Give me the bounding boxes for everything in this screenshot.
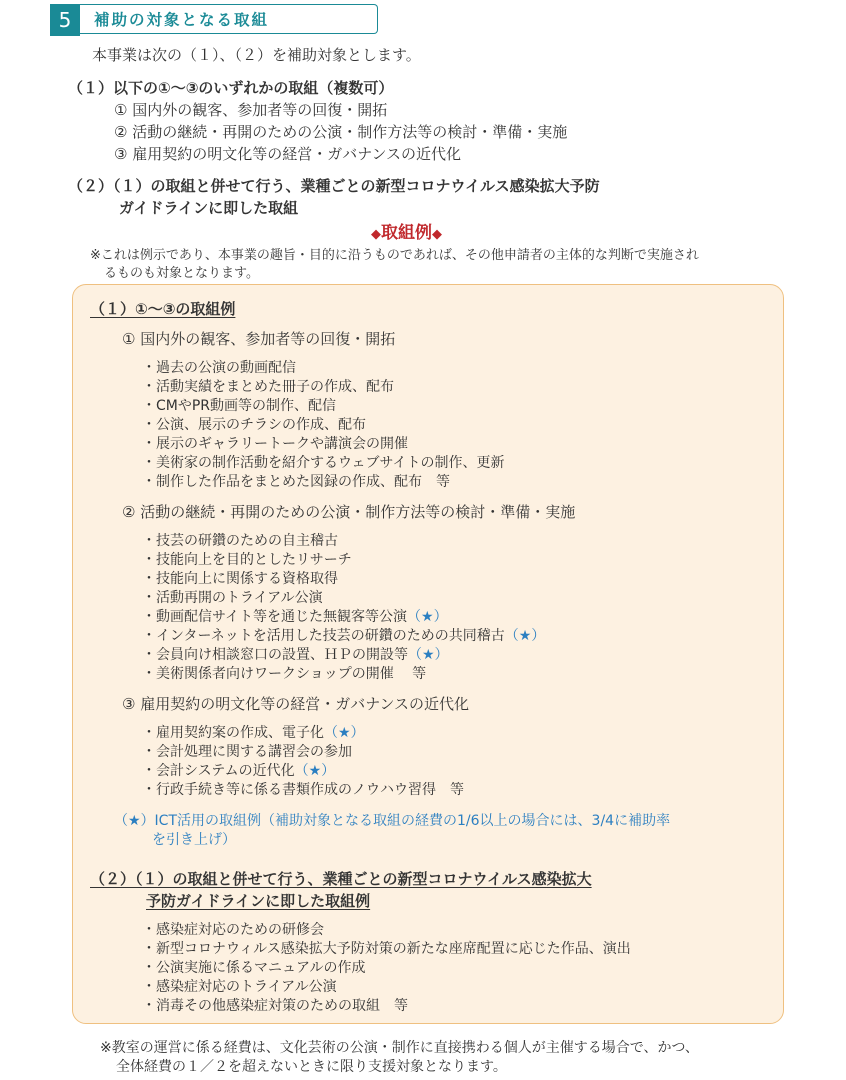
ict-note-line2: を引き上げ）: [152, 832, 236, 848]
disclaimer-line1: ※これは例示であり、本事業の趣旨・目的に沿うものであれば、その他申請者の主体的な判断で実施され: [90, 248, 699, 263]
examples-title: 取組例: [381, 223, 432, 243]
part1-item-2: ② 活動の継続・再開のための公演・制作方法等の検討・準備・実施: [114, 123, 568, 141]
list-item: ・美術家の制作活動を紹介するウェブサイトの制作、更新: [142, 455, 505, 471]
list-item: ・消毒その他感染症対策のための取組 等: [142, 998, 408, 1014]
list-item: ・インターネットを活用した技芸の研鑽のための共同稽古（★）: [142, 628, 546, 644]
part2-heading-line1: （２）（１）の取組と併せて行う、業種ごとの新型コロナウイルス感染拡大予防: [68, 177, 600, 195]
box-heading2-line1: （２）（１）の取組と併せて行う、業種ごとの新型コロナウイルス感染拡大: [90, 870, 592, 888]
list-item: ・制作した作品をまとめた図録の作成、配布 等: [142, 474, 450, 490]
list-item: ・技能向上を目的としたリサーチ: [142, 552, 352, 568]
list-item: ・雇用契約案の作成、電子化（★）: [142, 725, 365, 741]
list-item: ・過去の公演の動画配信: [142, 360, 296, 376]
examples-title-row: [371, 218, 442, 243]
list-item: ・新型コロナウィルス感染拡大予防対策の新たな座席配置に応じた作品、演出: [142, 941, 631, 957]
list-item: ・感染症対応のトライアル公演: [142, 979, 337, 995]
intro-text: 本事業は次の（１）、（２）を補助対象とします。: [92, 46, 421, 64]
footnote-line2: 全体経費の１／２を超えないときに限り支援対象となります。: [116, 1059, 507, 1075]
list-item: ・活動実績をまとめた冊子の作成、配布: [142, 379, 394, 395]
ict-star-mark: （★）: [504, 628, 546, 644]
list-item: ・行政手続き等に係る書類作成のノウハウ習得 等: [142, 782, 464, 798]
ict-note-line1: （★）ICT活用の取組例（補助対象となる取組の経費の1/6以上の場合には、3/4に補助率: [114, 813, 671, 829]
ict-star-mark: （★）: [294, 763, 336, 779]
part1-item-1: ① 国内外の観客、参加者等の回復・開拓: [114, 101, 388, 119]
section-number: 5: [50, 4, 80, 36]
list-item: ・会計システムの近代化（★）: [142, 763, 336, 779]
part1-heading: （１）以下の①～③のいずれかの取組（複数可）: [68, 79, 394, 97]
list-item: ・活動再開のトライアル公演: [142, 590, 323, 606]
box-heading1: （１）①～③の取組例: [90, 300, 236, 318]
list-item: ・美術関係者向けワークショップの開催 等: [142, 666, 427, 682]
list-item: ・会計処理に関する講習会の参加: [142, 744, 352, 760]
ict-star-mark: （★）: [407, 609, 448, 625]
ict-star-mark: （★）: [408, 647, 449, 663]
list-item: ・CMやPR動画等の制作、配信: [142, 398, 337, 414]
list-item: ・公演、展示のチラシの作成、配布: [142, 417, 366, 433]
part2-heading-line2: ガイドラインに即した取組: [119, 199, 299, 217]
ict-star-mark: （★）: [324, 725, 365, 741]
group2-title: ② 活動の継続・再開のための公演・制作方法等の検討・準備・実施: [122, 503, 576, 521]
list-item: ・会員向け相談窓口の設置、ＨＰの開設等（★）: [142, 647, 449, 663]
list-item: ・技能向上に関係する資格取得: [142, 571, 338, 587]
part1-item-3: ③ 雇用契約の明文化等の経営・ガバナンスの近代化: [114, 145, 462, 163]
diamond-icon: ◆: [371, 227, 381, 242]
section-header: [50, 4, 380, 36]
disclaimer-line2: るものも対象となります。: [104, 266, 259, 281]
list-item: ・技芸の研鑽のための自主稽古: [142, 533, 338, 549]
list-item: ・感染症対応のための研修会: [142, 922, 324, 938]
list-item: ・動画配信サイト等を通じた無観客等公演（★）: [142, 609, 448, 625]
group1-title: ① 国内外の観客、参加者等の回復・開拓: [122, 330, 396, 348]
list-item: ・公演実施に係るマニュアルの作成: [142, 960, 366, 976]
diamond-icon: ◆: [432, 227, 442, 242]
list-item: ・展示のギャラリートークや講演会の開催: [142, 436, 408, 452]
section-title: 補助の対象となる取組: [80, 4, 378, 34]
group3-title: ③ 雇用契約の明文化等の経営・ガバナンスの近代化: [122, 695, 470, 713]
footnote-line1: ※教室の運営に係る経費は、文化芸術の公演・制作に直接携わる個人が主催する場合で、かつ、: [100, 1040, 699, 1056]
box-heading2-line2: 予防ガイドラインに即した取組例: [146, 892, 371, 910]
